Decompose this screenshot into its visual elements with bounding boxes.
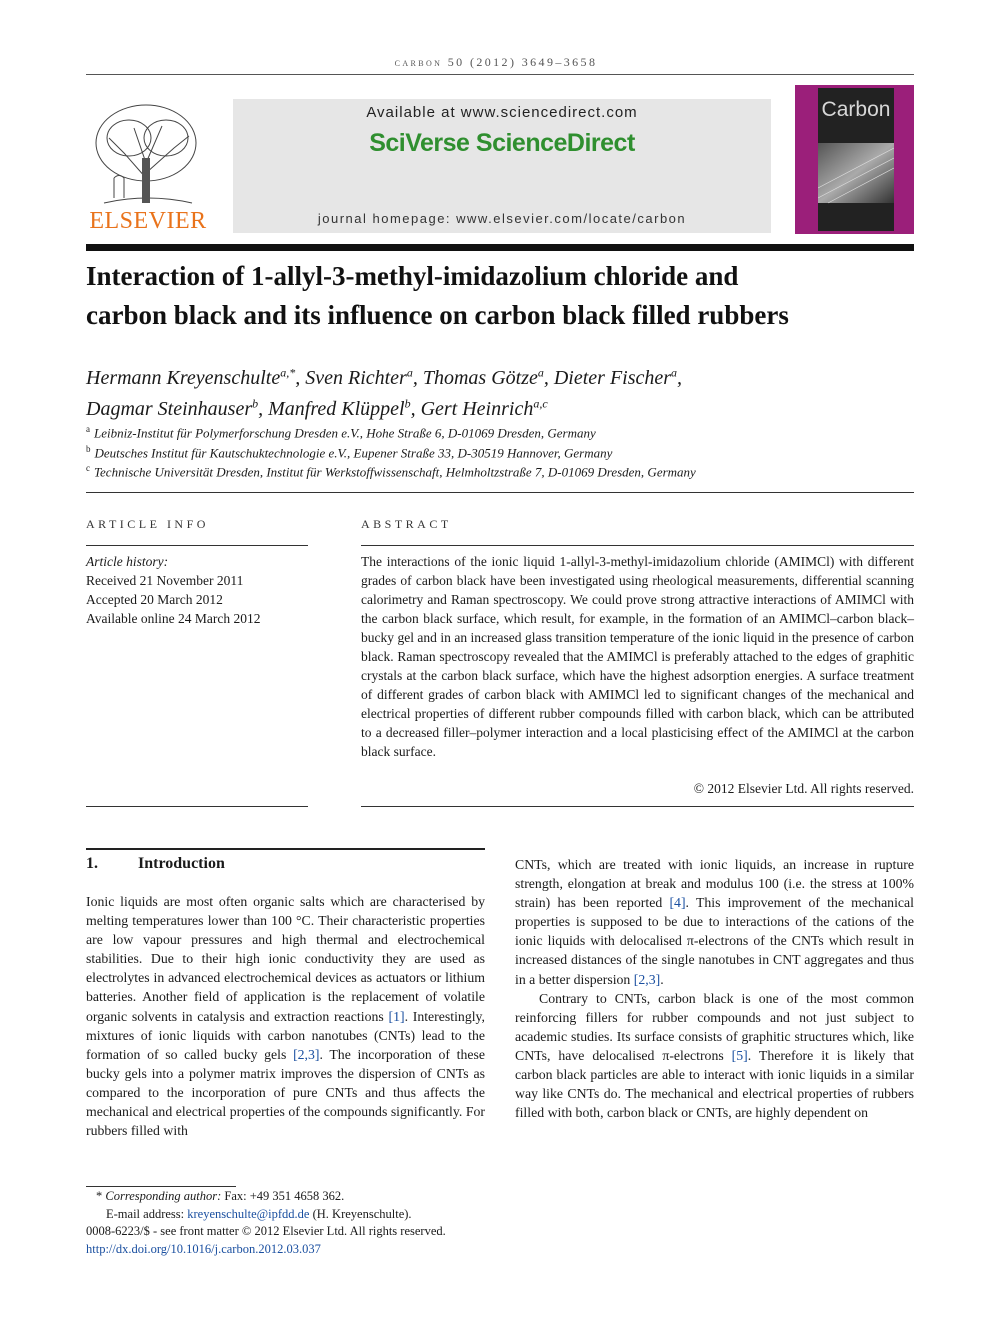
received-date: Received 21 November 2011 [86,573,244,588]
abstract-copyright: © 2012 Elsevier Ltd. All rights reserved. [693,781,914,796]
issn-line: 0008-6223/$ - see front matter © 2012 Elsevier Ltd. All rights reserved. [86,1224,446,1238]
citation-link[interactable]: [2,3] [633,971,661,987]
history-label: Article history: [86,554,169,569]
journal-reference: carbon 50 (2012) 3649–3658 [394,55,598,69]
paragraph: Ionic liquids are most often organic salts which are characterised by melting temperatures lower than 100 °C. Their characteristic properties are low vapour pressures and high thermal and electrochemical stabilities. Due to their high ionic conductivity they are used as electrolytes in advanced electrochemical devices as actuators or lithium batteries. Another field of application is the replacement of volatile organic solvents in catalysis and extraction reactions [1]. Interestingly, mixtures of ionic liquids with carbon nanotubes (CNTs) lead to the formation of so called bucky gels [2,3]. The incorporation of these bucky gels into a polymer matrix improves the dispersion of CNTs as compared to the incorporation of pure CNTs and thus affects the mechanical and electrical properties of the compounds significantly. For rubbers filled with [86,894,486,1139]
email-link[interactable]: kreyenschulte@ipfdd.de [187,1206,310,1221]
author-list [86,359,914,422]
citation-link[interactable]: [4] [669,895,686,911]
abstract-heading: ABSTRACT [361,517,452,531]
title-rule [86,244,914,251]
citation-link[interactable]: [1] [388,1008,405,1024]
cover-title: Carbon [821,98,891,121]
elsevier-wordmark: ELSEVIER [89,208,207,234]
corresponding-author-note: * Corresponding author: Fax: +49 351 4658 362. [96,1189,345,1203]
body-column-right [515,855,914,1122]
article-info-bottom-rule [86,806,308,807]
abstract-text: The interactions of the ionic liquid 1-allyl-3-methyl-imidazolium chloride (AMIMCl) with different grades of carbon black have been investigated using rheological measurements, differential scanning calorimetry and Raman spectroscopy. We could prove strong attractive interactions of AMIMCl with the carbon black surface, which result, for example, in the formation of an AMIMCl–carbon black–bucky gel and in an increased glass transition temperature of the ionic liquid in the presence of carbon black. Raman spectroscopy revealed that the AMIMCl is preferably attached to the edges of graphitic crystals at the carbon black surface, which have the highest adsorption energies. A surface treatment of different grades of carbon black with AMIMCl led to significant changes of the mechanical and electrical properties of different rubber compounds filled with carbon black, which can be attributed to a decreased filler–polymer interaction and a local plasticising effect of the AMIMCl at the carbon black surface. [361,554,914,759]
available-at-text[interactable]: Available at www.sciencedirect.com [366,104,638,121]
author: Manfred Klüppel$^b$, [268,396,421,421]
accepted-date: Accepted 20 March 2012 [86,592,223,607]
section-number: 1. [86,855,98,872]
paragraph: CNTs, which are treated with ionic liquids, an increase in rupture strength, elongation at break and modulus 100 (i.e. the stress at 100% strain) has been reported [4]. This improvement of the mechanical properties is supposed to be due to interactions of the cations of the ionic liquids with delocalised π-electrons of the CNTs which result in increased distances of the single nanotubes in CNT aggregates and thus in a better dispersion [2,3]. [515,857,914,987]
header-rule [86,74,914,75]
title-line-2: carbon black and its influence on carbon black filled rubbers [86,300,789,330]
abstract-bottom-rule [361,806,914,807]
affiliation-a: $^a$ Leibniz-Institut für Polymerforschung Dresden e.V., Hohe Straße 6, D-01069 Dresden, Germany [86,424,596,441]
article-info-rule [86,545,308,546]
section-title: Introduction [138,855,225,872]
article-history [86,552,308,628]
journal-homepage-link[interactable]: journal homepage: www.elsevier.com/locate/carbon [317,211,687,226]
author: Hermann Kreyenschulte$^{a,*}$, [86,365,306,389]
email-note: E-mail address: kreyenschulte@ipfdd.de (H. Kreyenschulte). [106,1206,412,1221]
citation-link[interactable]: [2,3] [293,1046,320,1062]
affiliation-b: $^b$ Deutsches Institut für Kautschuktechnologie e.V., Eupener Straße 33, D-30519 Hannover, Germany [86,444,613,461]
article-title [86,257,914,335]
author: Thomas Götze$^a$, [422,365,554,389]
affiliation-rule [86,492,914,493]
title-line-1: Interaction of 1-allyl-3-methyl-imidazolium chloride and [86,261,739,291]
doi-link[interactable]: http://dx.doi.org/10.1016/j.carbon.2012.03.037 [86,1241,321,1256]
author: Sven Richter$^a$, [305,365,423,389]
body-column-left [86,892,485,1140]
abstract-rule [361,545,914,546]
author: Gert Heinrich$^{a,c}$ [420,396,548,421]
sciverse-sciencedirect-logo: SciVerse ScienceDirect [369,129,635,157]
article-info-heading: ARTICLE INFO [86,517,209,531]
author: Dieter Fischer$^a$, [553,365,683,389]
online-date: Available online 24 March 2012 [86,611,261,626]
section-rule [86,848,485,850]
footnote-rule [86,1186,236,1187]
author: Dagmar Steinhauser$^b$, [86,396,269,421]
citation-link[interactable]: [5] [731,1047,748,1063]
paragraph: Contrary to CNTs, carbon black is one of the most common reinforcing fillers for rubber compounds and not just subject to academic studies. Its surface consists of graphitic structures which, like CNTs, have delocalised π-electrons [5]. Therefore it is likely that carbon black particles are able to interact with ionic liquids in a similar way like CNTs do. The mechanical and electrical properties of rubbers filled with both, carbon black or CNTs, are highly dependent on [515,990,914,1121]
footnotes [86,1188,606,1258]
affiliation-c: $^c$ Technische Universität Dresden, Institut für Werkstoffwissenschaft, Helmholtzstraße 7, D-01069 Dresden, Germany [86,463,696,480]
